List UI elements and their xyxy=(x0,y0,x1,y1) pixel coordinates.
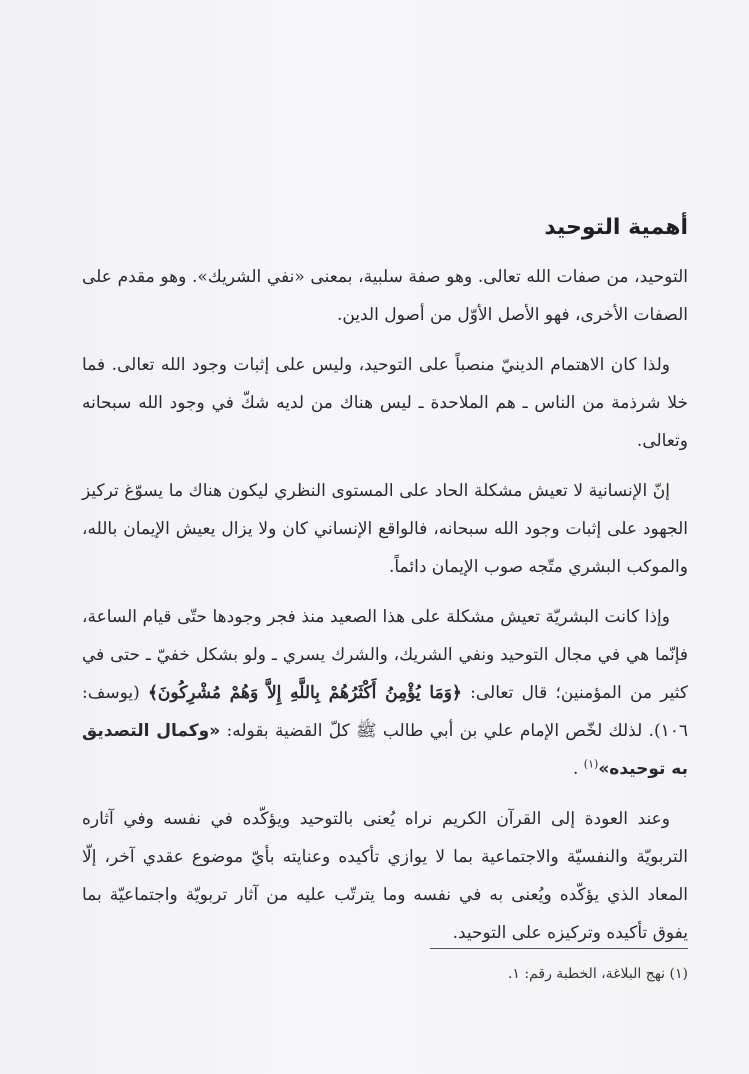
footnote-ref[interactable]: (١) xyxy=(583,757,599,771)
section-heading: أهمية التوحيد xyxy=(544,215,688,240)
paragraph-4 xyxy=(82,598,688,788)
footnote-divider xyxy=(430,948,688,949)
quran-verse: ﴿وَمَا يُؤْمِنُ أَكْثَرُهُمْ بِاللَّهِ إِلاَّ وَهُمْ مُشْرِكُونَ﴾ xyxy=(147,683,462,703)
paragraph-1: التوحيد، من صفات الله تعالى. وهو صفة سلبية، بمعنى «نفي الشريك». وهو مقدم على الصفات الأخرى، فهو الأصل الأوّل من أصول الدين. xyxy=(82,267,688,325)
page-body xyxy=(82,208,688,964)
paragraph-5: وعند العودة إلى القرآن الكريم نراه يُعنى بالتوحيد ويؤكّده في نفسه وفي آثاره التربويّة والنفسيّة والاجتماعية بما لا يوازي تأكيده وعنايته بأيّ موضوع عقدي آخر، إلّا المعاد الذي يؤكّده ويُعنى به في نفسه وما يترتّب عليه من آثار تربويّة واجتماعيّة بما يفوق تأكيده وتركيزه على التوحيد. xyxy=(82,809,688,943)
paragraph-4-text-cont: (يوسف: ١٠٦). لذلك لخّص الإمام علي بن أبي طالب ﷺ كلّ القضية بقوله: xyxy=(82,683,689,741)
imam-quote: «وكمال التصديق به توحيده» xyxy=(82,721,688,779)
paragraph-3: إنّ الإنسانية لا تعيش مشكلة الحاد على المستوى النظري ليكون هناك ما يسوّغ تركيز الجهود على إثبات وجود الله سبحانه، فالواقع الإنساني كان ولا يزال يعيش الإيمان بالله، والموكب البشري متّجه صوب الإيمان دائماً. xyxy=(82,481,688,577)
footnote-text: (١) نهج البلاغة، الخطبة رقم: ١. xyxy=(507,966,688,982)
paragraph-4-end: . xyxy=(572,759,584,779)
paragraph-4-text: وإذا كانت البشريّة تعيش مشكلة على هذا الصعيد منذ فجر وجودها حتّى قيام الساعة، فإنّما هي في مجال التوحيد ونفي الشريك، والشرك يسري ـ ولو بشكل خفيّ ـ حتى في كثير من المؤمنين؛ قال تعالى: xyxy=(82,607,688,703)
paragraph-2: ولذا كان الاهتمام الدينيّ منصباً على التوحيد، وليس على إثبات وجود الله تعالى. فما خلا شرذمة من الناس ـ هم الملاحدة ـ ليس هناك من لديه شكّ في وجود الله سبحانه وتعالى. xyxy=(82,355,688,451)
